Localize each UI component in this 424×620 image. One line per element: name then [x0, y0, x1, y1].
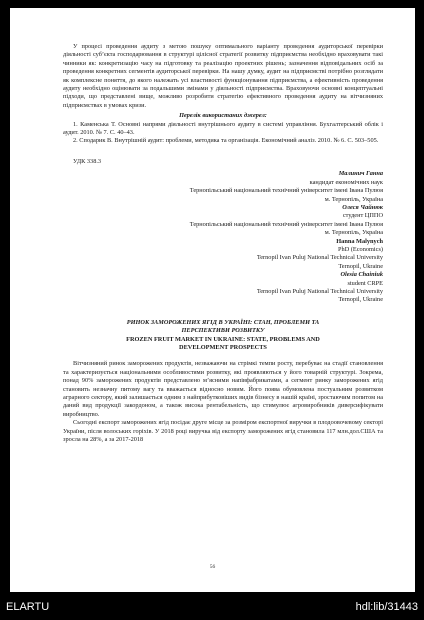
author-location: Ternopil, Ukraine — [338, 296, 383, 304]
authors-block — [63, 170, 383, 305]
author-degree: PhD (Economics) — [338, 245, 383, 253]
author-affiliation: Тернопільський національний технічний університет імені Івана Пулюя — [189, 187, 383, 195]
source-item-2: 2. Сподарик В. Внутрішній аудит: проблеми, методика та організація. Економічний аналіз. 2010. № 6. С. 503–505. — [73, 137, 379, 145]
article-title-ua — [63, 319, 383, 336]
title-ua-line-1: РИНОК ЗАМОРОЖЕНИХ ЯГІД В УКРАЇНІ: СТАН, ПРОБЛЕМИ ТА — [126, 318, 320, 326]
page-number: 56 — [209, 564, 216, 570]
document-page — [10, 8, 415, 592]
author-degree: студент ЦППО — [342, 212, 383, 220]
page-content — [63, 43, 383, 444]
intro-paragraph: У процесі проведення аудиту з метою пошуку оптимального варіанту проведення аудиторської перевірки діяльності суб’єкта господарювання в структурі цілісної стратегії розвитку підприємства необхідно враховувати такі чинники як: конкретизацію часу на підготовку та реалізацію проектних рішень; зазначення відповідальних осіб за проведення конкретних сегментів аудиторської перевірки. На нашу думку, аудит на підприємстві потрібно розглядати як комплексне поняття, до якого належать усі властивості функціонування підприємства, а ефективність проведення аудиту необхідно оцінювати за подальшими змінами у діяльності підприємства. Враховуючи основні концептуальні підходи, що представлені вище, можливо розробити стратегію ефективного проведення аудиту на вітчизняних підприємствах в умовах кризи. — [63, 43, 383, 109]
author-affiliation: Ternopil Ivan Puluj National Technical University — [256, 254, 383, 262]
footer-bar — [0, 596, 424, 620]
article-title-en — [63, 336, 383, 353]
author-name: Olesia Chainiuk — [340, 271, 383, 279]
author-location: м. Тернопіль, Україна — [324, 195, 383, 203]
author-degree: кандидат економічних наук — [309, 178, 383, 186]
author-name: Hanna Malynych — [336, 237, 383, 245]
author-location: Ternopil, Ukraine — [338, 262, 383, 270]
author-name: Олеся Чайнюк — [342, 203, 383, 211]
title-en-line-2: DEVELOPMENT PROSPECTS — [179, 344, 267, 351]
author-name: Малинич Ганна — [338, 170, 383, 178]
author-affiliation: Ternopil Ivan Puluj National Technical University — [256, 287, 383, 295]
author-degree: student CRPE — [347, 279, 383, 287]
sources-title: Перелік використаних джерел: — [179, 112, 267, 120]
repository-name: ELARTU — [6, 601, 50, 613]
author-affiliation: Тернопільський національний технічний університет імені Івана Пулюя — [189, 220, 383, 228]
title-en-line-1: FROZEN FRUIT MARKET IN UKRAINE: STATE, PROBLEMS AND — [126, 335, 320, 343]
body-paragraph-2: Сьогодні експорт заморожених ягід посідає друге місце за розміром експортної виручки в плодоовочевому секторі України, після волоських горіхів. У 2018 році виручка від експорту заморожених ягід становила 117 млн.дол.США та зросла на 28%, а за 2017-2018 — [63, 419, 383, 444]
source-item-1: 1. Каменська Т. Основні напрями діяльності внутрішнього аудиту в системі управління. Бухгалтерський облік і аудит. 2010. № 7. С. 40–43. — [63, 120, 383, 137]
author-location: м. Тернопіль, Україна — [324, 229, 383, 237]
title-ua-line-2: ПЕРСПЕКТИВИ РОЗВИТКУ — [181, 327, 265, 335]
handle-identifier: hdl:lib/31443 — [355, 601, 418, 613]
body-paragraph-1: Вітчизняний ринок заморожених продуктів, незважаючи на стрімкі темпи росту, перебуває на стадії становлення та характеризується національними особливостями розвитку, які проявляються у його товарній структурі. Зокрема, понад 90% заморожених продуктів представлено м’ясними напівфабрикатами, а сегмент ринку заморожених ягід становить незначну питому вагу та вважається відносно новим. Його поява обумовлена постуальним розвитком аграрного сектору, який залишається одним з найприбутковіших видів бізнесу в нашій країні, зростаючим попитом на даний вид продукції закордоном, а також висока рентабельність, що стимулює агровиробників диверсифікувати виробництво. — [63, 360, 383, 418]
udk-code: УДК 338.3 — [73, 157, 102, 165]
